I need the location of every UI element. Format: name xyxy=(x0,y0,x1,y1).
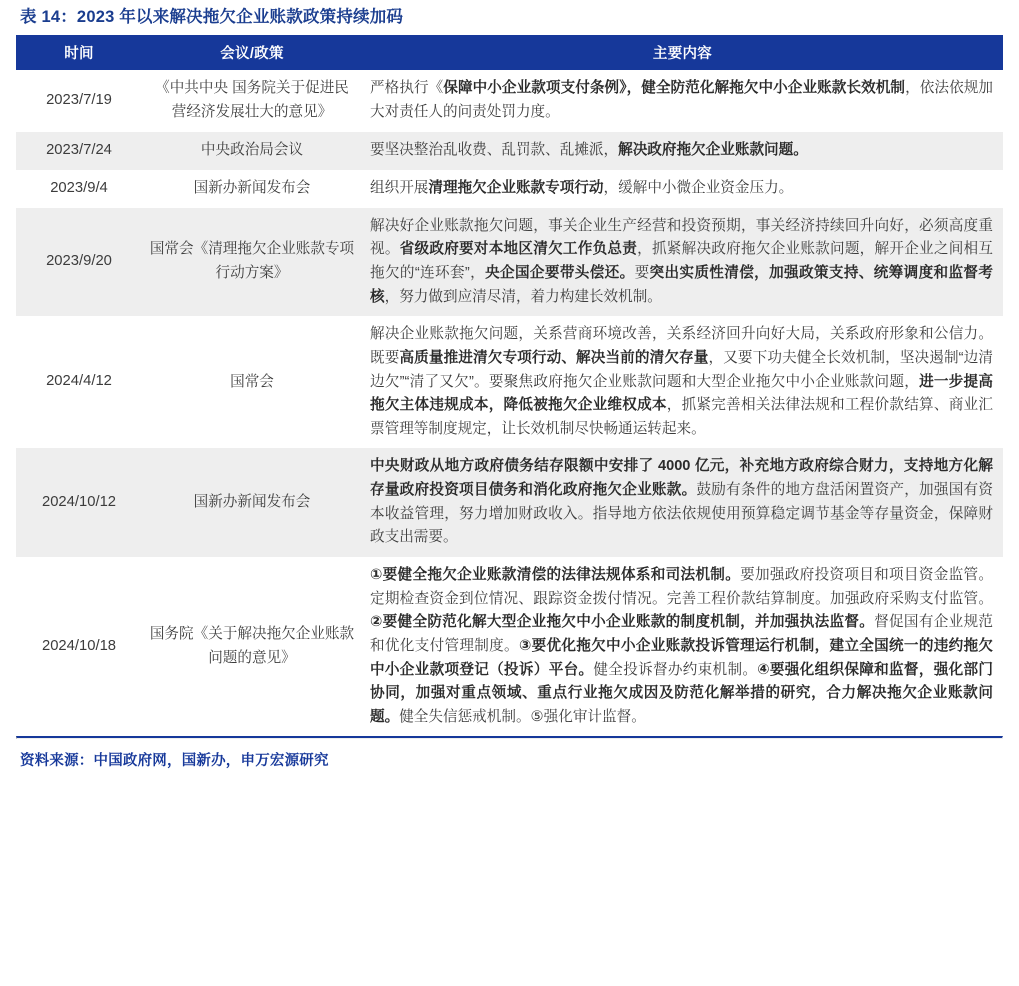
content-segment-emphasis: ①要健全拖欠企业账款清偿的法律法规体系和司法机制。 xyxy=(370,566,741,583)
cell-content xyxy=(362,170,1003,208)
cell-time: 2024/10/18 xyxy=(16,557,142,736)
table-row xyxy=(16,448,1003,557)
cell-content xyxy=(362,132,1003,170)
content-segment-emphasis: ②要健全防范化解大型企业拖欠中小企业账款的制度机制，并加强执法监督。 xyxy=(370,614,875,631)
cell-content xyxy=(362,448,1003,557)
table-row xyxy=(16,208,1003,317)
content-segment-emphasis: 省级政府要对本地区清欠工作负总责 xyxy=(399,241,638,258)
table-row xyxy=(16,316,1003,448)
content-segment: 要加强政府投资项目和项目资金监管。定期检查资金到位情况、跟踪资金拨付情况。完善工程价款结算制度。加强政府采购支付监管。 xyxy=(370,566,993,607)
table-header-row xyxy=(16,35,1003,70)
content-segment: ，又要下功夫健全长效机制，坚决遏制“边清边欠”“清了又欠”。要聚焦政府拖欠企业账款问题和大型企业拖欠中小企业账款问题， xyxy=(370,349,993,390)
content-segment: 督促国有企业规范和优化支付管理制度。 xyxy=(370,614,993,654)
cell-time: 2023/7/24 xyxy=(16,132,142,170)
content-segment: ，抓紧完善相关法律法规和工程价款结算、商业汇票管理等制度规定，让长效机制尽快畅通运转起来。 xyxy=(370,397,993,437)
content-segment-emphasis: 进一步提高拖欠主体违规成本，降低被拖欠企业维权成本 xyxy=(370,373,993,414)
page-title: 表 14：2023 年以来解决拖欠企业账款政策持续加码 xyxy=(20,8,404,26)
cell-time: 2024/4/12 xyxy=(16,316,142,448)
column-header-content: 主要内容 xyxy=(652,46,713,63)
cell-time: 2023/7/19 xyxy=(16,70,142,131)
cell-time: 2023/9/4 xyxy=(16,170,142,208)
content-segment: ，缓解中小微企业资金压力。 xyxy=(603,179,794,196)
content-segment: 组织开展 xyxy=(370,179,429,196)
content-segment: 解决好企业账款拖欠问题，事关企业生产经营和投资预期，事关经济持续回升向好，必须高度重视。 xyxy=(370,217,993,258)
cell-time: 2023/9/20 xyxy=(16,208,142,317)
policy-table xyxy=(16,35,1003,736)
cell-content xyxy=(362,557,1003,736)
cell-content xyxy=(362,208,1003,317)
cell-policy: 国常会《清理拖欠企业账款专项行动方案》 xyxy=(142,208,362,317)
content-segment-emphasis: ④要强化组织保障和监督，强化部门协同，加强对重点领域、重点行业拖欠成因及防范化解举措的研究，合力解决拖欠企业账款问题。 xyxy=(370,661,993,725)
content-segment: 要 xyxy=(634,264,650,281)
table-row xyxy=(16,132,1003,170)
cell-content xyxy=(362,70,1003,131)
column-header-time: 时间 xyxy=(64,46,94,63)
content-segment-emphasis: 突出实质性清偿，加强政策支持、统筹调度和监督考核 xyxy=(370,264,993,305)
content-segment-emphasis: ③要优化拖欠中小企业账款投诉管理运行机制，建立全国统一的违约拖欠中小企业款项登记（投诉）平台。 xyxy=(370,637,993,678)
cell-policy: 国新办新闻发布会 xyxy=(142,170,362,208)
source-note: 资料来源：中国政府网，国新办，申万宏源研究 xyxy=(20,753,329,770)
cell-time: 2024/10/12 xyxy=(16,448,142,557)
content-segment: 严格执行《 xyxy=(370,80,444,97)
content-segment: 鼓励有条件的地方盘活闲置资产，加强国有资本收益管理，努力增加财政收入。指导地方依法依规使用预算稳定调节基金等存量资金，保障财政支出需要。 xyxy=(370,482,993,546)
content-segment: ，努力做到应清尽清，着力构建长效机制。 xyxy=(384,288,662,305)
cell-policy: 中央政治局会议 xyxy=(142,132,362,170)
content-segment-emphasis: 高质量推进清欠专项行动、解决当前的清欠存量 xyxy=(399,349,709,366)
table-row xyxy=(16,70,1003,131)
cell-policy: 国常会 xyxy=(142,316,362,448)
table-body xyxy=(16,70,1003,736)
content-segment-emphasis: 清理拖欠企业账款专项行动 xyxy=(428,179,604,196)
content-segment: ，依法依规加大对责任人的问责处罚力度。 xyxy=(370,80,993,121)
content-segment-emphasis: 中央财政从地方政府债务结存限额中安排了 4000 亿元，补充地方政府综合财力，支持地方化解存量政府投资项目债务和消化政府拖欠企业账款。 xyxy=(370,458,993,499)
content-segment: 健全失信惩戒机制。⑤强化审计监督。 xyxy=(399,708,646,725)
content-segment-emphasis: 央企国企要带头偿还。 xyxy=(485,264,635,281)
cell-content xyxy=(362,316,1003,448)
content-segment-emphasis: 保障中小企业款项支付条例》，健全防范化解拖欠中小企业账款长效机制 xyxy=(443,80,906,97)
content-segment: ，抓紧解决政府拖欠企业账款问题，解开企业之间相互拖欠的“连环套”， xyxy=(370,241,993,281)
cell-policy: 国新办新闻发布会 xyxy=(142,448,362,557)
table-head xyxy=(16,35,1003,70)
content-segment: 健全投诉督办约束机制。 xyxy=(593,661,758,678)
cell-policy: 《中共中央 国务院关于促进民营经济发展壮大的意见》 xyxy=(142,70,362,131)
cell-policy: 国务院《关于解决拖欠企业账款问题的意见》 xyxy=(142,557,362,736)
column-header-policy: 会议/政策 xyxy=(220,46,284,63)
content-segment: 解决企业账款拖欠问题，关系营商环境改善，关系经济回升向好大局，关系政府形象和公信力。既要 xyxy=(370,326,993,366)
content-segment-emphasis: 解决政府拖欠企业账款问题。 xyxy=(618,141,808,158)
content-segment: 要坚决整治乱收费、乱罚款、乱摊派， xyxy=(370,141,619,158)
table-row xyxy=(16,170,1003,208)
table-row xyxy=(16,557,1003,736)
